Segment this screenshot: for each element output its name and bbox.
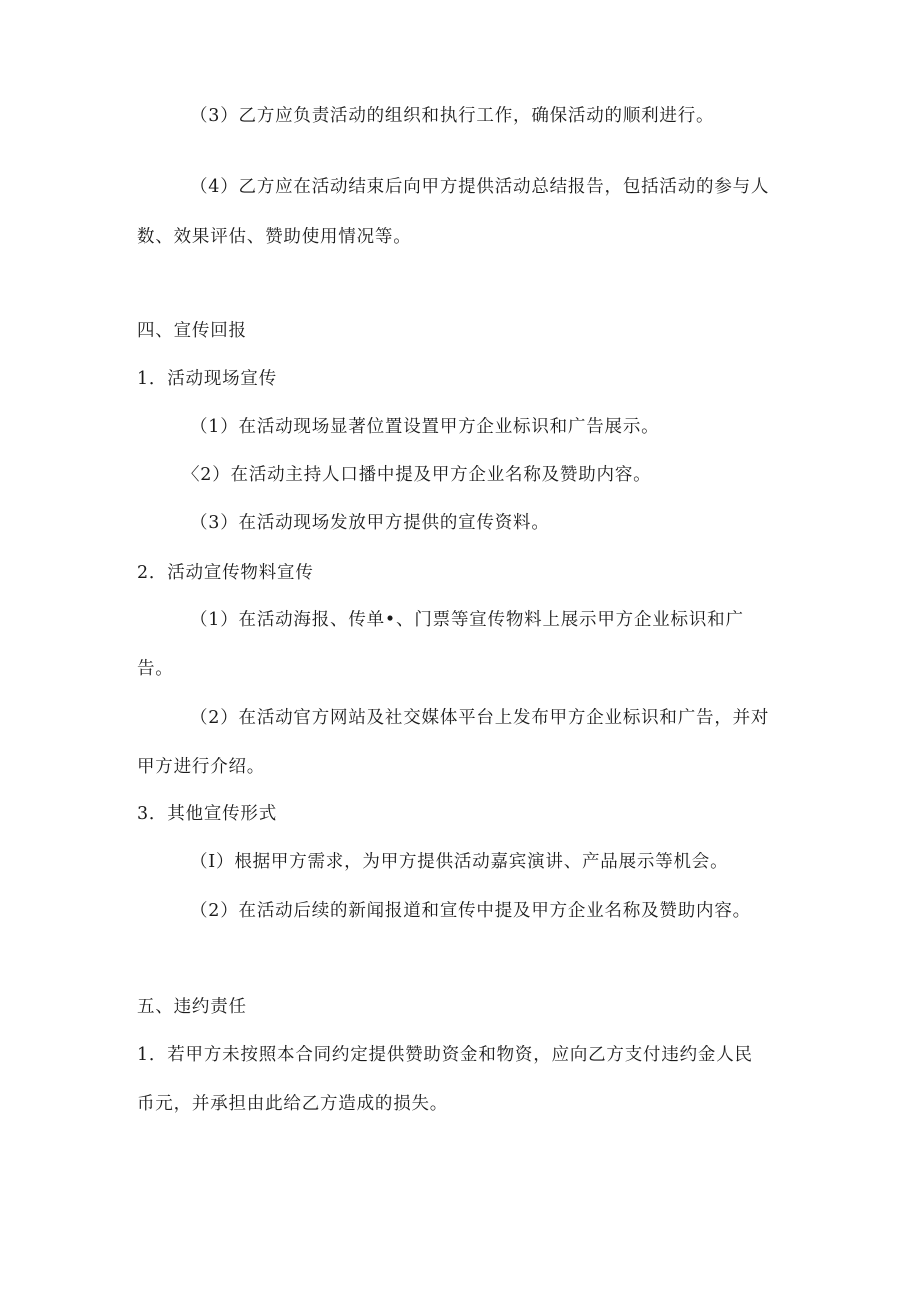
subsection-title-onsite: 1．活动现场宣传: [137, 369, 278, 389]
section-heading-breach: 五、违约责任: [137, 997, 247, 1017]
list-item-line-1: （1）在活动海报、传单•、门票等宣传物料上展示甲方企业标识和广: [190, 610, 744, 630]
list-item: （1）在活动现场显著位置设置甲方企业标识和广告展示。: [190, 417, 660, 437]
section-heading-publicity: 四、宣传回报: [137, 321, 247, 341]
list-item: （I）根据甲方需求，为甲方提供活动嘉宾演讲、产品展示等机会。: [190, 852, 729, 872]
paragraph-item-4-line-2: 数、效果评估、赞助使用情况等。: [137, 227, 412, 247]
list-item: （2）在活动后续的新闻报道和宣传中提及甲方企业名称及赞助内容。: [190, 901, 751, 921]
paragraph-item-4-line-1: （4）乙方应在活动结束后向甲方提供活动总结报告，包括活动的参与人: [190, 177, 770, 197]
paragraph-line-1: 1．若甲方未按照本合同约定提供赞助资金和物资，应向乙方支付违约金人民: [137, 1045, 753, 1065]
subsection-title-materials: 2．活动宣传物料宣传: [137, 563, 314, 583]
paragraph-item-3: （3）乙方应负责活动的组织和执行工作，确保活动的顺利进行。: [190, 106, 715, 126]
list-item: （3）在活动现场发放甲方提供的宣传资料。: [190, 513, 550, 533]
list-item-line-1: （2）在活动官方网站及社交媒体平台上发布甲方企业标识和广告，并对: [190, 708, 770, 728]
list-item-line-2: 告。: [137, 659, 174, 679]
subsection-title-other: 3．其他宣传形式: [137, 804, 278, 824]
list-item-line-2: 甲方进行介绍。: [137, 757, 266, 777]
paragraph-line-2: 币元，并承担由此给乙方造成的损失。: [137, 1094, 449, 1114]
list-item: 〈2）在活动主持人口播中提及甲方企业名称及赞助内容。: [182, 465, 652, 485]
